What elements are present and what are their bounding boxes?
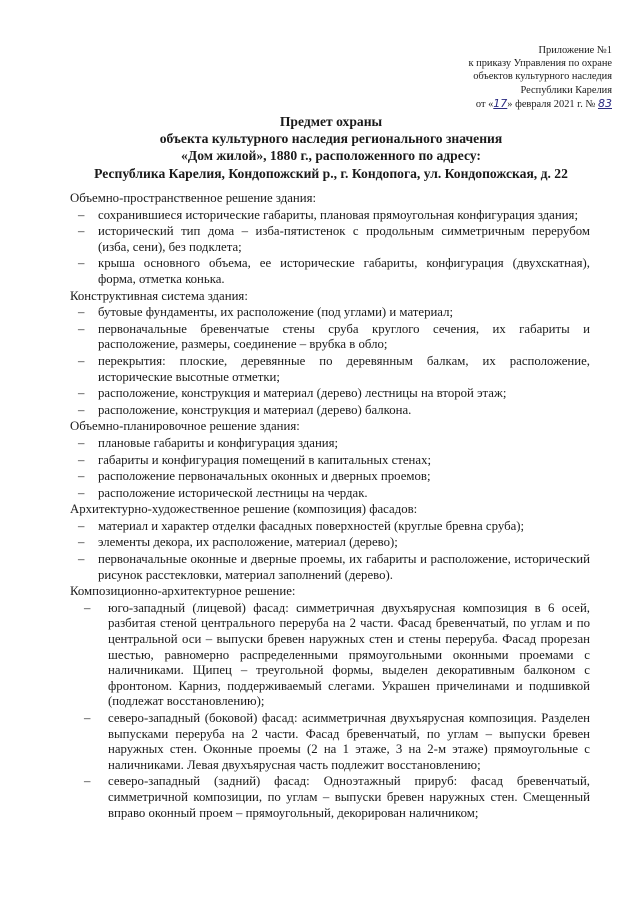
list-item <box>60 601 590 710</box>
section-2 <box>60 289 590 419</box>
list-item <box>60 774 590 821</box>
bullet-dash-icon: – <box>78 518 85 533</box>
bullet-dash-icon: – <box>78 224 85 239</box>
section-heading: Архитектурно-художественное решение (композиция) фасадов: <box>70 502 418 517</box>
list-item <box>60 354 590 385</box>
section-3 <box>60 419 590 501</box>
title-line-4: Республика Карелия, Кондопожский р., г. Кондопога, ул. Кондопожская, д. 22 <box>94 165 568 181</box>
bullet-dash-icon: – <box>78 353 85 368</box>
list-item-text: перекрытия: плоские, деревянные по деревянным балкам, их расположение, исторические высотные отметки; <box>98 353 590 384</box>
section-heading: Объемно-планировочное решение здания: <box>70 419 300 434</box>
bullet-dash-icon: – <box>78 552 85 567</box>
list-item-text: расположение исторической лестницы на чердак. <box>98 485 368 500</box>
bullet-dash-icon: – <box>84 711 91 725</box>
list-item-text: крыша основного объема, ее исторические габариты, конфигурация (двухскатная), форма, отметка конька. <box>98 256 590 286</box>
section-heading: Конструктивная система здания: <box>70 288 248 303</box>
list-item-text: расположение, конструкция и материал (дерево) балкона. <box>98 402 412 417</box>
list-item-text: бутовые фундаменты, их расположение (под углами) и материал; <box>98 305 454 320</box>
section-heading: Объемно-пространственное решение здания: <box>70 191 317 205</box>
list-item <box>60 535 590 551</box>
appendix-line-1: Приложение №1 <box>538 45 612 56</box>
list-item <box>60 305 590 321</box>
bullet-dash-icon: – <box>78 435 85 450</box>
title-line-2: объекта культурного наследия регионального значения <box>159 131 503 147</box>
list-item <box>60 711 590 773</box>
list-item <box>60 322 590 353</box>
bullet-dash-icon: – <box>78 402 85 417</box>
list-item <box>60 469 590 485</box>
title-line-1: Предмет охраны <box>279 114 383 129</box>
appendix-line-2: к приказу Управления по охране <box>468 58 612 70</box>
list-item-text: материал и характер отделки фасадных поверхностей (круглые бревна сруба); <box>98 518 525 533</box>
list-item <box>60 552 590 583</box>
list-item-text: плановые габариты и конфигурация здания; <box>98 435 339 450</box>
list-item <box>60 519 590 535</box>
title-line-3: «Дом жилой», 1880 г., расположенного по адресу: <box>181 148 481 164</box>
list-item <box>60 256 590 287</box>
appendix-note <box>392 44 612 111</box>
order-number-handwritten: 83 <box>598 96 612 110</box>
list-item <box>60 208 590 224</box>
list-item <box>60 486 590 502</box>
bullet-dash-icon: – <box>78 535 85 550</box>
document-title <box>40 113 622 182</box>
list-item-text: расположение первоначальных оконных и дверных проемов; <box>98 469 431 484</box>
list-item-text: исторический тип дома – изба-пятистенок с продольным симметричным перерубом (изба, сени), без подклета; <box>98 224 590 254</box>
list-item-text: первоначальные бревенчатые стены сруба круглого сечения, их габариты и расположение, размеры, соединение – врубка в обло; <box>98 321 590 352</box>
section-5 <box>60 584 590 821</box>
bullet-dash-icon: – <box>78 452 85 467</box>
appendix-date-line <box>392 97 612 111</box>
list-item-text: юго-западный (лицевой) фасад: симметричная двухъярусная композиция в 6 осей, разбитая стеной центрального переруба на 2 части. Фасад бревенчатый, по углам и по центральной оси – выпуски бревен наружных стен и стены переруба. Фасад прорезан шестью, равномерно распределенными прямоугольными оконными проемами с наличниками. Щипец – треугольной формы, выделен декоративным балконом с фронтоном. Карниз, поддерживаемый слегами. Украшен причелинами и подшивкой (подлежат восстановлению); <box>108 600 590 709</box>
list-item <box>60 224 590 255</box>
list-item <box>60 386 590 402</box>
bullet-dash-icon: – <box>78 256 85 271</box>
list-item <box>60 453 590 469</box>
appendix-line-3: объектов культурного наследия <box>473 71 612 83</box>
bullet-dash-icon: – <box>78 207 85 222</box>
date-prefix: от « <box>475 98 494 110</box>
list-item-text: расположение, конструкция и материал (дерево) лестницы на второй этаж; <box>98 386 507 401</box>
appendix-line-4: Республики Карелия <box>520 84 612 96</box>
section-4 <box>60 502 590 583</box>
list-item <box>60 436 590 452</box>
list-item-text: северо-западный (задний) фасад: Одноэтажный прируб: фасад бревенчатый, симметричной композиции, по углам – выпуски бревен наружных стен. Смещенный вправо оконный проем – прямоугольный, декорирован наличником; <box>108 774 590 820</box>
section-1 <box>60 191 590 288</box>
bullet-dash-icon: – <box>78 386 85 401</box>
bullet-dash-icon: – <box>84 774 91 789</box>
list-item-text: северо-западный (боковой) фасад: асимметричная двухъярусная композиция. Разделен выпусками переруба на 2 части. Фасад бревенчатый, по углам – выпуски бревен наружных стен. Оконные проемы (2 на 1 этаже, 3 на 2-м этаже) прямоугольные с наличниками. Левая двухъярусная часть подлежит восстановлению; <box>108 711 590 772</box>
bullet-dash-icon: – <box>78 305 85 320</box>
bullet-dash-icon: – <box>84 600 91 615</box>
bullet-dash-icon: – <box>78 485 85 500</box>
date-middle: » февраля 2021 г. № <box>507 98 596 110</box>
document-body <box>60 190 590 822</box>
list-item <box>60 403 590 419</box>
date-day-handwritten: 17 <box>493 96 508 110</box>
bullet-dash-icon: – <box>78 469 85 484</box>
section-heading: Композиционно-архитектурное решение: <box>70 584 296 599</box>
list-item-text: первоначальные оконные и дверные проемы, их габариты и расположение, исторический рисунок расстекловки, материал заполнений (дерево). <box>98 552 590 582</box>
list-item-text: габариты и конфигурация помещений в капитальных стенах; <box>98 452 432 467</box>
bullet-dash-icon: – <box>78 321 85 336</box>
list-item-text: элементы декора, их расположение, материал (дерево); <box>98 535 398 550</box>
list-item-text: сохранившиеся исторические габариты, плановая прямоугольная конфигурация здания; <box>98 207 579 222</box>
